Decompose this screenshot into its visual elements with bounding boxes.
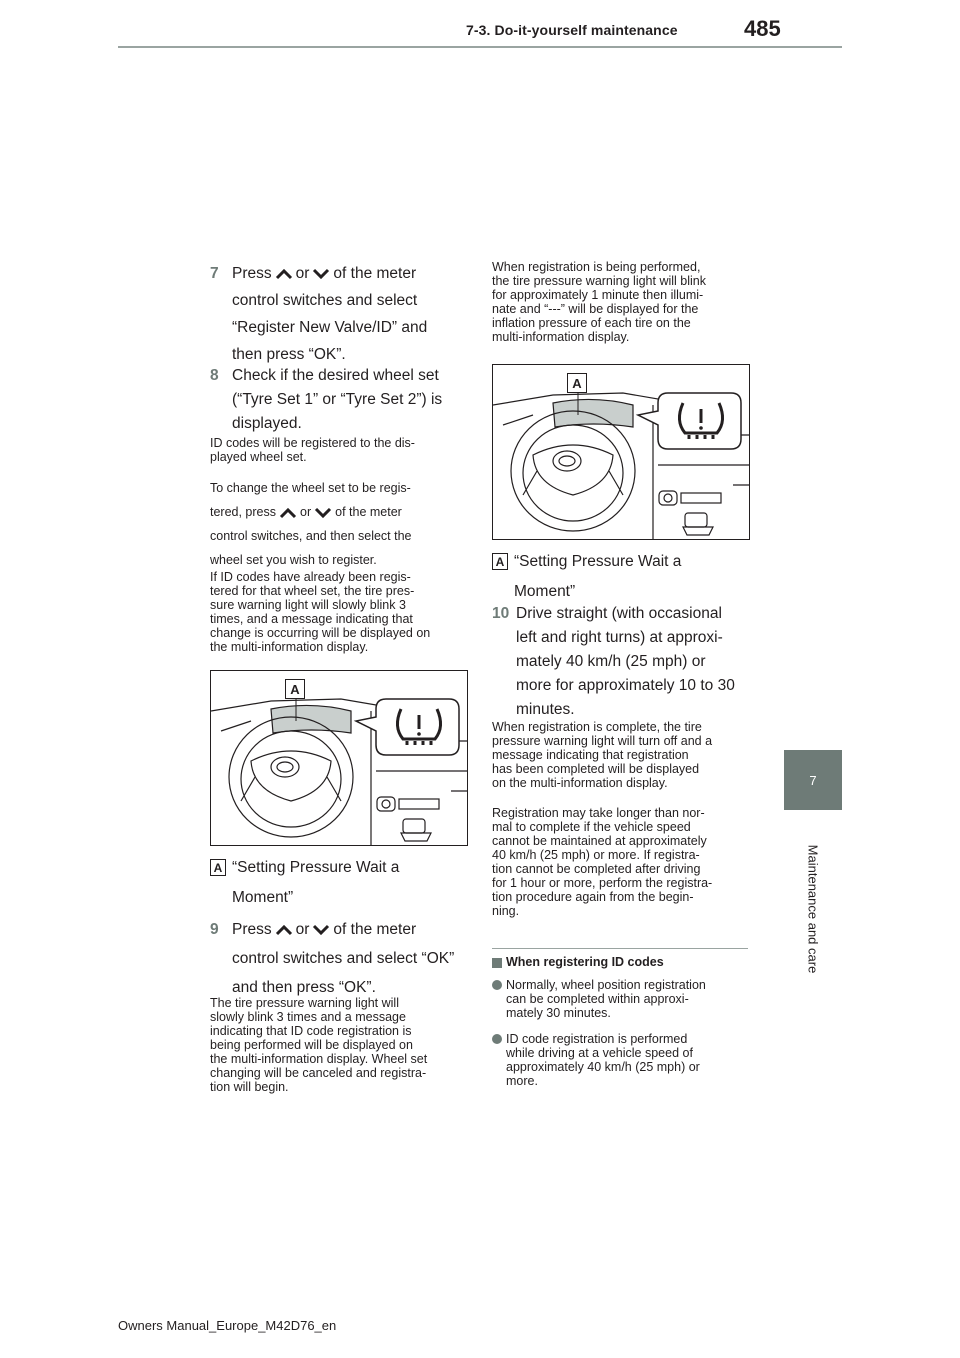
bullet-line: more. bbox=[506, 1074, 538, 1088]
step-text: then press “OK”. bbox=[232, 346, 346, 363]
step-text: displayed. bbox=[232, 415, 302, 432]
step-text: or bbox=[295, 265, 310, 282]
step-text: (“Tyre Set 1” or “Tyre Set 2”) is bbox=[232, 391, 443, 408]
callout-label: A bbox=[210, 859, 226, 876]
note-line: change is occurring will be displayed on bbox=[210, 626, 431, 640]
footer-text: Owners Manual_Europe_M42D76_en bbox=[118, 1318, 337, 1333]
chapter-title-vertical bbox=[784, 814, 842, 1004]
note-line: times, and a message indicating that bbox=[210, 612, 413, 626]
note-line: has been completed will be displayed bbox=[492, 762, 700, 776]
step-number: 9 bbox=[210, 921, 219, 938]
note-line: tion will begin. bbox=[210, 1080, 289, 1094]
step-text: Press bbox=[232, 921, 272, 938]
dashboard-drawing bbox=[493, 365, 749, 539]
bullet-item bbox=[492, 1032, 768, 1088]
caption-text: “Setting Pressure Wait a bbox=[514, 553, 682, 570]
step-text: mately 40 km/h (25 mph) or bbox=[516, 653, 706, 670]
step-text: left and right turns) at approxi- bbox=[516, 629, 723, 646]
note bbox=[210, 996, 472, 1094]
note-line: pressure warning light will turn off and a bbox=[492, 734, 713, 748]
step-text: and then press “OK”. bbox=[232, 979, 376, 996]
note-line: tered for that wheel set, the tire pres- bbox=[210, 584, 415, 598]
note-line: played wheel set. bbox=[210, 450, 307, 464]
caption-text: Moment” bbox=[514, 583, 576, 600]
note-line: the multi-information display. Wheel set bbox=[210, 1052, 428, 1066]
note-line: of the meter bbox=[335, 505, 402, 519]
header-divider bbox=[118, 46, 842, 48]
bullet-line: while driving at a vehicle speed of bbox=[506, 1046, 693, 1060]
subsection-heading bbox=[492, 955, 754, 969]
step-text: Press bbox=[232, 265, 272, 282]
callout-label: A bbox=[567, 373, 587, 393]
bullet-line: ID code registration is performed bbox=[506, 1032, 688, 1046]
note-line: To change the wheel set to be regis- bbox=[210, 481, 411, 495]
figure-caption bbox=[210, 856, 472, 910]
note-line: sure warning light will slowly blink 3 bbox=[210, 598, 406, 612]
note-line: or bbox=[300, 505, 312, 519]
note-line: changing will be canceled and registra- bbox=[210, 1066, 427, 1080]
note-line: When registration is complete, the tire bbox=[492, 720, 702, 734]
note-line: 40 km/h (25 mph) or more. If registra- bbox=[492, 848, 700, 862]
caption-text: Moment” bbox=[232, 889, 294, 906]
step-text: control switches and select bbox=[232, 292, 418, 309]
dashboard-drawing bbox=[211, 671, 467, 845]
step-8 bbox=[210, 364, 470, 436]
note bbox=[210, 476, 472, 572]
step-text: “Register New Valve/ID” and bbox=[232, 319, 428, 336]
chevron-up-icon bbox=[275, 268, 293, 280]
bullet-line: approximately 40 km/h (25 mph) or bbox=[506, 1060, 700, 1074]
note-line: being performed will be displayed on bbox=[210, 1038, 413, 1052]
figure-caption bbox=[492, 550, 754, 604]
note-line: When registration is being performed, bbox=[492, 260, 701, 274]
step-number: 10 bbox=[492, 605, 510, 622]
chevron-down-icon bbox=[312, 924, 330, 936]
note-line: The tire pressure warning light will bbox=[210, 996, 399, 1010]
note-line: tion procedure again from the begin- bbox=[492, 890, 694, 904]
note-line: indicating that ID code registration is bbox=[210, 1024, 412, 1038]
section-title: 7-3. Do-it-yourself maintenance bbox=[466, 22, 678, 38]
note-line: the tire pressure warning light will blink bbox=[492, 274, 706, 288]
dashboard-illustration bbox=[210, 670, 468, 846]
square-bullet-icon bbox=[492, 958, 502, 968]
callout-label: A bbox=[285, 679, 305, 699]
chapter-title: Maintenance and care bbox=[805, 844, 821, 974]
note-line: mal to complete if the vehicle speed bbox=[492, 820, 691, 834]
bullet-dot-icon bbox=[492, 980, 502, 990]
step-text: control switches and select “OK” bbox=[232, 950, 455, 967]
step-number: 7 bbox=[210, 265, 219, 282]
step-7 bbox=[210, 262, 470, 367]
step-text: minutes. bbox=[516, 701, 575, 718]
note-line: message indicating that registration bbox=[492, 748, 689, 762]
chapter-tab bbox=[784, 750, 842, 810]
note bbox=[492, 260, 754, 344]
note-line: nate and “---” will be displayed for the bbox=[492, 302, 699, 316]
chevron-up-icon bbox=[279, 507, 297, 519]
chevron-down-icon bbox=[314, 507, 332, 519]
bullet-line: can be completed within approxi- bbox=[506, 992, 689, 1006]
note-line: ning. bbox=[492, 904, 520, 918]
note-line: ID codes will be registered to the dis- bbox=[210, 436, 415, 450]
step-text: of the meter bbox=[333, 265, 417, 282]
bullet-line: mately 30 minutes. bbox=[506, 1006, 611, 1020]
note-line: tered, press bbox=[210, 505, 277, 519]
note-line: tion cannot be completed after driving bbox=[492, 862, 701, 876]
subsection-title: When registering ID codes bbox=[506, 955, 664, 969]
step-text: Check if the desired wheel set bbox=[232, 367, 439, 384]
step-text: Drive straight (with occasional bbox=[516, 605, 722, 622]
note-line: control switches, and then select the bbox=[210, 529, 412, 543]
note-line: wheel set you wish to register. bbox=[210, 553, 377, 567]
note-line: for approximately 1 minute then illumi- bbox=[492, 288, 704, 302]
caption-text: “Setting Pressure Wait a bbox=[232, 859, 400, 876]
note bbox=[210, 436, 472, 464]
note-line: slowly blink 3 times and a message bbox=[210, 1010, 406, 1024]
step-number: 8 bbox=[210, 367, 219, 384]
note-line: on the multi-information display. bbox=[492, 776, 668, 790]
bullet-dot-icon bbox=[492, 1034, 502, 1044]
note-line: Registration may take longer than nor- bbox=[492, 806, 705, 820]
note bbox=[210, 570, 472, 654]
chevron-down-icon bbox=[312, 268, 330, 280]
step-text: of the meter bbox=[333, 921, 417, 938]
chevron-up-icon bbox=[275, 924, 293, 936]
chapter-number: 7 bbox=[809, 772, 817, 788]
note-line: for 1 hour or more, perform the registra- bbox=[492, 876, 713, 890]
note-line: inflation pressure of each tire on the bbox=[492, 316, 691, 330]
step-text: more for approximately 10 to 30 bbox=[516, 677, 735, 694]
note bbox=[492, 806, 754, 918]
bullet-line: Normally, wheel position registration bbox=[506, 978, 706, 992]
step-text: or bbox=[295, 921, 310, 938]
note-line: multi-information display. bbox=[492, 330, 630, 344]
page-number: 485 bbox=[744, 16, 781, 41]
step-10 bbox=[492, 602, 754, 722]
callout-label: A bbox=[492, 553, 508, 570]
dashboard-illustration bbox=[492, 364, 750, 540]
step-9 bbox=[210, 918, 472, 1000]
note bbox=[492, 720, 754, 790]
note-line: If ID codes have already been regis- bbox=[210, 570, 411, 584]
note-line: the multi-information display. bbox=[210, 640, 369, 654]
bullet-item bbox=[492, 978, 768, 1020]
section-divider bbox=[492, 948, 748, 949]
note-line: cannot be maintained at approximately bbox=[492, 834, 707, 848]
